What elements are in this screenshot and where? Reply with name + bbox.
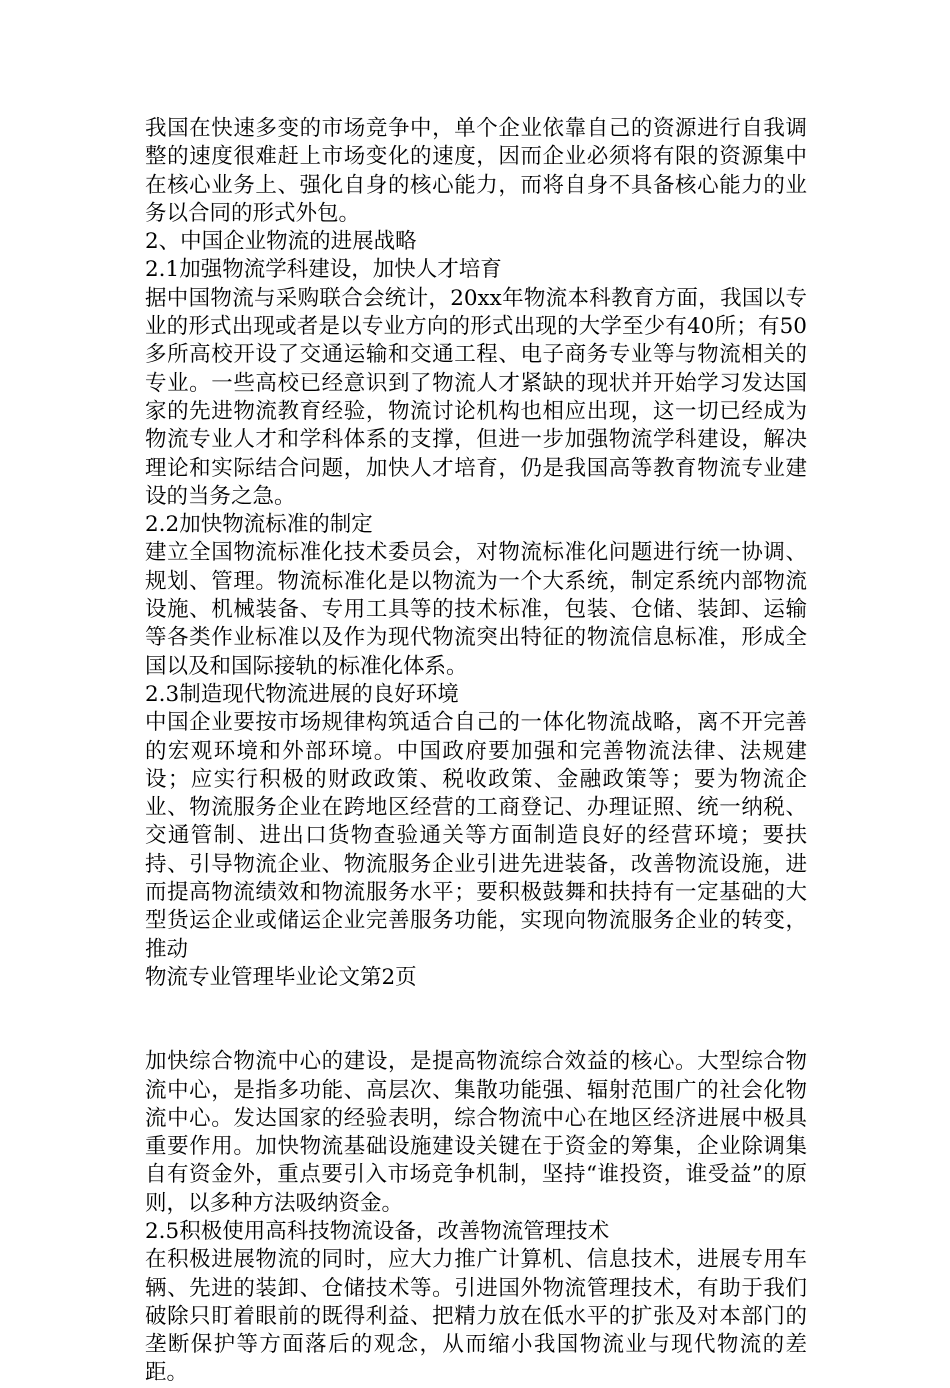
paragraph-standards: 建立全国物流标准化技术委员会，对物流标准化问题进行统一协调、规划、管理。物流标准化是以物流为一个大系统，制定系统内部物流设施、机械装备、专用工具等的技术标准，包装、仓储、装卸、运输等各类作业标准以及作为现代物流突出特征的物流信息标准，形成全国以及和国际接轨的标准化体系。 <box>145 540 807 679</box>
paragraph-outsourcing: 我国在快速多变的市场竞争中，单个企业依靠自己的资源进行自我调整的速度很难赶上市场变化的速度，因而企业必须将有限的资源集中在核心业务上、强化自身的核心能力，而将自身不具备核心能力的业务以合同的形式外包。 <box>145 116 807 226</box>
page-break-gap <box>145 992 807 1048</box>
subsection-heading-2-2: 2.2加快物流标准的制定 <box>145 512 373 538</box>
document-page <box>145 115 807 1388</box>
paragraph-education: 据中国物流与采购联合会统计，20xx年物流本科教育方面，我国以专业的形式出现或者是以专业方向的形式出现的大学至少有40所；有50多所高校开设了交通运输和交通工程、电子商务专业等与物流相关的专业。一些高校已经意识到了物流人才紧缺的现状并开始学习发达国家的先进物流教育经验，物流讨论机构也相应出现，这一切已经成为物流专业人才和学科体系的支撑，但进一步加强物流学科建设，解决理论和实际结合问题，加快人才培育，仍是我国高等教育物流专业建设的当务之急。 <box>145 285 807 509</box>
page-label: 物流专业管理毕业论文第2页 <box>145 964 417 990</box>
subsection-heading-2-1: 2.1加强物流学科建设，加快人才培育 <box>145 257 502 283</box>
subsection-heading-2-3: 2.3制造现代物流进展的良好环境 <box>145 681 459 707</box>
paragraph-logistics-center: 加快综合物流中心的建设，是提高物流综合效益的核心。大型综合物流中心，是指多功能、高层次、集散功能强、辐射范围广的社会化物流中心。发达国家的经验表明，综合物流中心在地区经济进展中极具重要作用。加快物流基础设施建设关键在于资金的筹集，企业除调集自有资金外，重点要引入市场竞争机制，坚持“谁投资，谁受益”的原则，以多种方法吸纳资金。 <box>145 1049 807 1216</box>
section-heading-strategy: 2、中国企业物流的进展战略 <box>145 229 417 255</box>
subsection-heading-2-5: 2.5积极使用高科技物流设备，改善物流管理技术 <box>145 1218 610 1244</box>
paragraph-environment: 中国企业要按市场规律构筑适合自己的一体化物流战略，离不开完善的宏观环境和外部环境。中国政府要加强和完善物流法律、法规建设；应实行积极的财政政策、税收政策、金融政策等；要为物流企业、物流服务企业在跨地区经营的工商登记、办理证照、统一纳税、交通管制、进出口货物查验通关等方面制造良好的经营环境；要扶持、引导物流企业、物流服务企业引进先进装备，改善物流设施，进而提高物流绩效和物流服务水平；要积极鼓舞和扶持有一定基础的大型货运企业或储运企业完善服务功能，实现向物流服务企业的转变，推动 <box>145 710 807 962</box>
paragraph-technology: 在积极进展物流的同时，应大力推广计算机、信息技术，进展专用车辆、先进的装卸、仓储技术等。引进国外物流管理技术，有助于我们破除只盯着眼前的既得利益、把精力放在低水平的扩张及对本部门的垄断保护等方面落后的观念，从而缩小我国物流业与现代物流的差距。 <box>145 1247 807 1386</box>
